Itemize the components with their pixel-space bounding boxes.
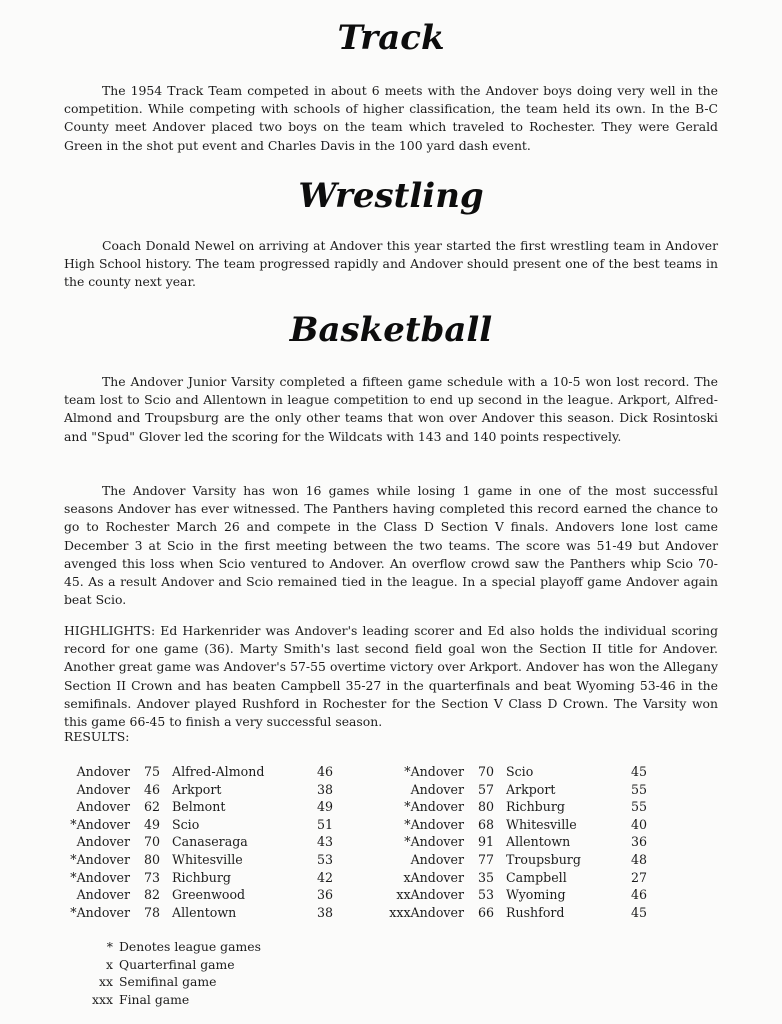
result-team-score: 35 [477,869,494,885]
result-opponent-score: 38 [317,904,334,920]
result-opponent-score: 45 [631,764,648,779]
result-opponent: Alfred-Almond [172,764,265,779]
result-opponent: Richburg [506,799,565,815]
wrestling-heading: Wrestling [298,176,484,216]
legend-label: Final game [119,991,190,1007]
legend-item [80,973,261,991]
result-team: Andover [410,781,464,797]
result-opponent-score: 27 [631,869,648,885]
result-team: *Andover [70,904,130,920]
result-team-score: 91 [477,834,494,850]
result-team-score: 78 [143,904,160,920]
result-opponent-score: 46 [631,887,648,903]
result-team: xxxAndover [389,904,464,920]
result-row [385,869,661,887]
result-row [385,833,661,851]
legend-label: Denotes league games [119,939,261,954]
result-opponent: Campbell [506,869,567,885]
legend-item [80,938,261,956]
wrestling-paragraph: Coach Donald Newel on arriving at Andover this year started the first wrestling team in Andover High School history. The team progressed rapidly and Andover should present one of the best teams in the county next year. [64,238,718,290]
result-row [62,851,347,869]
result-opponent: Greenwood [172,887,246,903]
result-opponent-score: 36 [631,834,648,850]
result-team-score: 49 [143,816,160,832]
result-team-score: 80 [477,799,494,815]
result-row [385,781,661,799]
legend-label: Semifinal game [119,974,217,990]
varsity-paragraph: The Andover Varsity has won 16 games while losing 1 game in one of the most successful seasons Andover has ever witnessed. The Panthers having completed this record earned the chance to go to Rochester March 26 and compete in the Class D Section V finals. Andovers lone lost came December 3 at Scio in the first meeting between the two teams. The score was 51-49 but Andover avenged this loss when Scio ventured to Andover. An overflow crowd saw the Panthers whip Scio 70-45. As a result Andover and Scio remained tied in the league. In a special playoff game Andover again beat Scio. [64,483,718,608]
result-team: Andover [76,834,130,850]
result-opponent-score: 55 [631,781,648,797]
result-opponent-score: 55 [631,799,648,815]
result-team-score: 70 [477,764,494,779]
legend-symbol: x [106,956,113,972]
result-team-score: 80 [143,851,160,867]
result-opponent-score: 42 [317,869,334,885]
result-row [385,851,661,869]
legend-label: Quarterfinal game [119,956,235,972]
result-opponent-score: 43 [317,834,334,850]
result-team-score: 77 [477,851,494,867]
basketball-heading: Basketball [289,310,493,350]
result-team: xxAndover [396,887,464,903]
result-row [62,781,347,799]
result-row [385,886,661,904]
result-team: *Andover [404,816,464,832]
result-team: Andover [76,887,130,903]
result-opponent: Belmont [172,799,226,815]
result-opponent: Arkport [506,781,556,797]
result-team: xAndover [403,869,464,885]
legend-symbol: * [106,939,113,954]
result-team: Andover [76,781,130,797]
result-team: Andover [76,764,130,779]
results-label: RESULTS: [64,729,130,744]
track-heading: Track [337,18,445,58]
result-opponent: Whitesville [172,851,243,867]
result-opponent-score: 53 [317,851,334,867]
result-opponent-score: 40 [631,816,648,832]
legend-item [80,991,261,1009]
result-team: Andover [410,851,464,867]
result-opponent-score: 48 [631,851,648,867]
result-team-score: 62 [143,799,160,815]
result-opponent-score: 46 [317,764,334,779]
result-opponent: Troupsburg [506,851,581,867]
result-opponent: Scio [172,816,200,832]
results-table-right [385,763,661,921]
result-team: *Andover [404,799,464,815]
result-opponent-score: 36 [317,887,334,903]
result-team: Andover [76,799,130,815]
result-row [385,763,661,781]
result-row [385,816,661,834]
result-team-score: 68 [477,816,494,832]
result-team-score: 57 [477,781,494,797]
result-opponent: Whitesville [506,816,577,832]
result-opponent-score: 38 [317,781,334,797]
result-team: *Andover [70,869,130,885]
results-legend [80,938,261,1008]
result-opponent-score: 45 [631,904,648,920]
result-team-score: 75 [143,764,160,779]
result-team: *Andover [404,764,464,779]
result-team-score: 70 [143,834,160,850]
result-team-score: 46 [143,781,160,797]
result-row [62,816,347,834]
result-row [62,798,347,816]
track-paragraph: The 1954 Track Team competed in about 6 meets with the Andover boys doing very well in the competition. While competing with schools of higher classification, the team held its own. In the B-C County meet Andover placed two boys on the team which traveled to Rochester. They were Gerald Green in the shot put event and Charles Davis in the 100 yard dash event. [64,83,718,153]
result-row [62,869,347,887]
result-opponent: Arkport [172,781,222,797]
legend-item [80,956,261,974]
legend-symbol: xxx [92,991,113,1007]
result-team-score: 53 [477,887,494,903]
jv-paragraph: The Andover Junior Varsity completed a fifteen game schedule with a 10-5 won lost record. The team lost to Scio and Allentown in league competition to end up second in the league. Arkport, Alfred-Almond and Troupsburg are the only other teams that won over Andover this season. Dick Rosintoski and "Spud" Glover led the scoring for the Wildcats with 143 and 140 points respectively. [64,374,718,444]
highlights-paragraph: HIGHLIGHTS: Ed Harkenrider was Andover's leading scorer and Ed also holds the individual scoring record for one game (36). Marty Smith's last second field goal won the Section II title for Andover. Another great game was Andover's 57-55 overtime victory over Arkport. Andover has won the Allegany Section II Crown and has beaten Campbell 35-27 in the quarterfinals and beat Wyoming 53-46 in the semifinals. Andover played Rushford in Rochester for the Section V Class D Crown. The Varsity won this game 66-45 to finish a very successful season. [64,623,718,730]
result-opponent: Wyoming [506,887,566,903]
result-opponent: Rushford [506,904,565,920]
result-opponent: Allentown [506,834,571,850]
result-team-score: 73 [143,869,160,885]
result-opponent: Allentown [172,904,237,920]
legend-symbol: xx [99,974,113,990]
result-opponent-score: 49 [317,799,334,815]
result-team: *Andover [404,834,464,850]
result-team-score: 82 [143,887,160,903]
result-opponent: Scio [506,764,534,779]
result-row [62,904,347,922]
result-team-score: 66 [477,904,494,920]
result-opponent: Canaseraga [172,834,248,850]
results-table-left [62,763,347,921]
result-row [62,833,347,851]
result-row [62,886,347,904]
result-row [385,904,661,922]
result-team: *Andover [70,816,130,832]
result-opponent-score: 51 [317,816,334,832]
result-row [62,763,347,781]
result-opponent: Richburg [172,869,231,885]
result-team: *Andover [70,851,130,867]
result-row [385,798,661,816]
